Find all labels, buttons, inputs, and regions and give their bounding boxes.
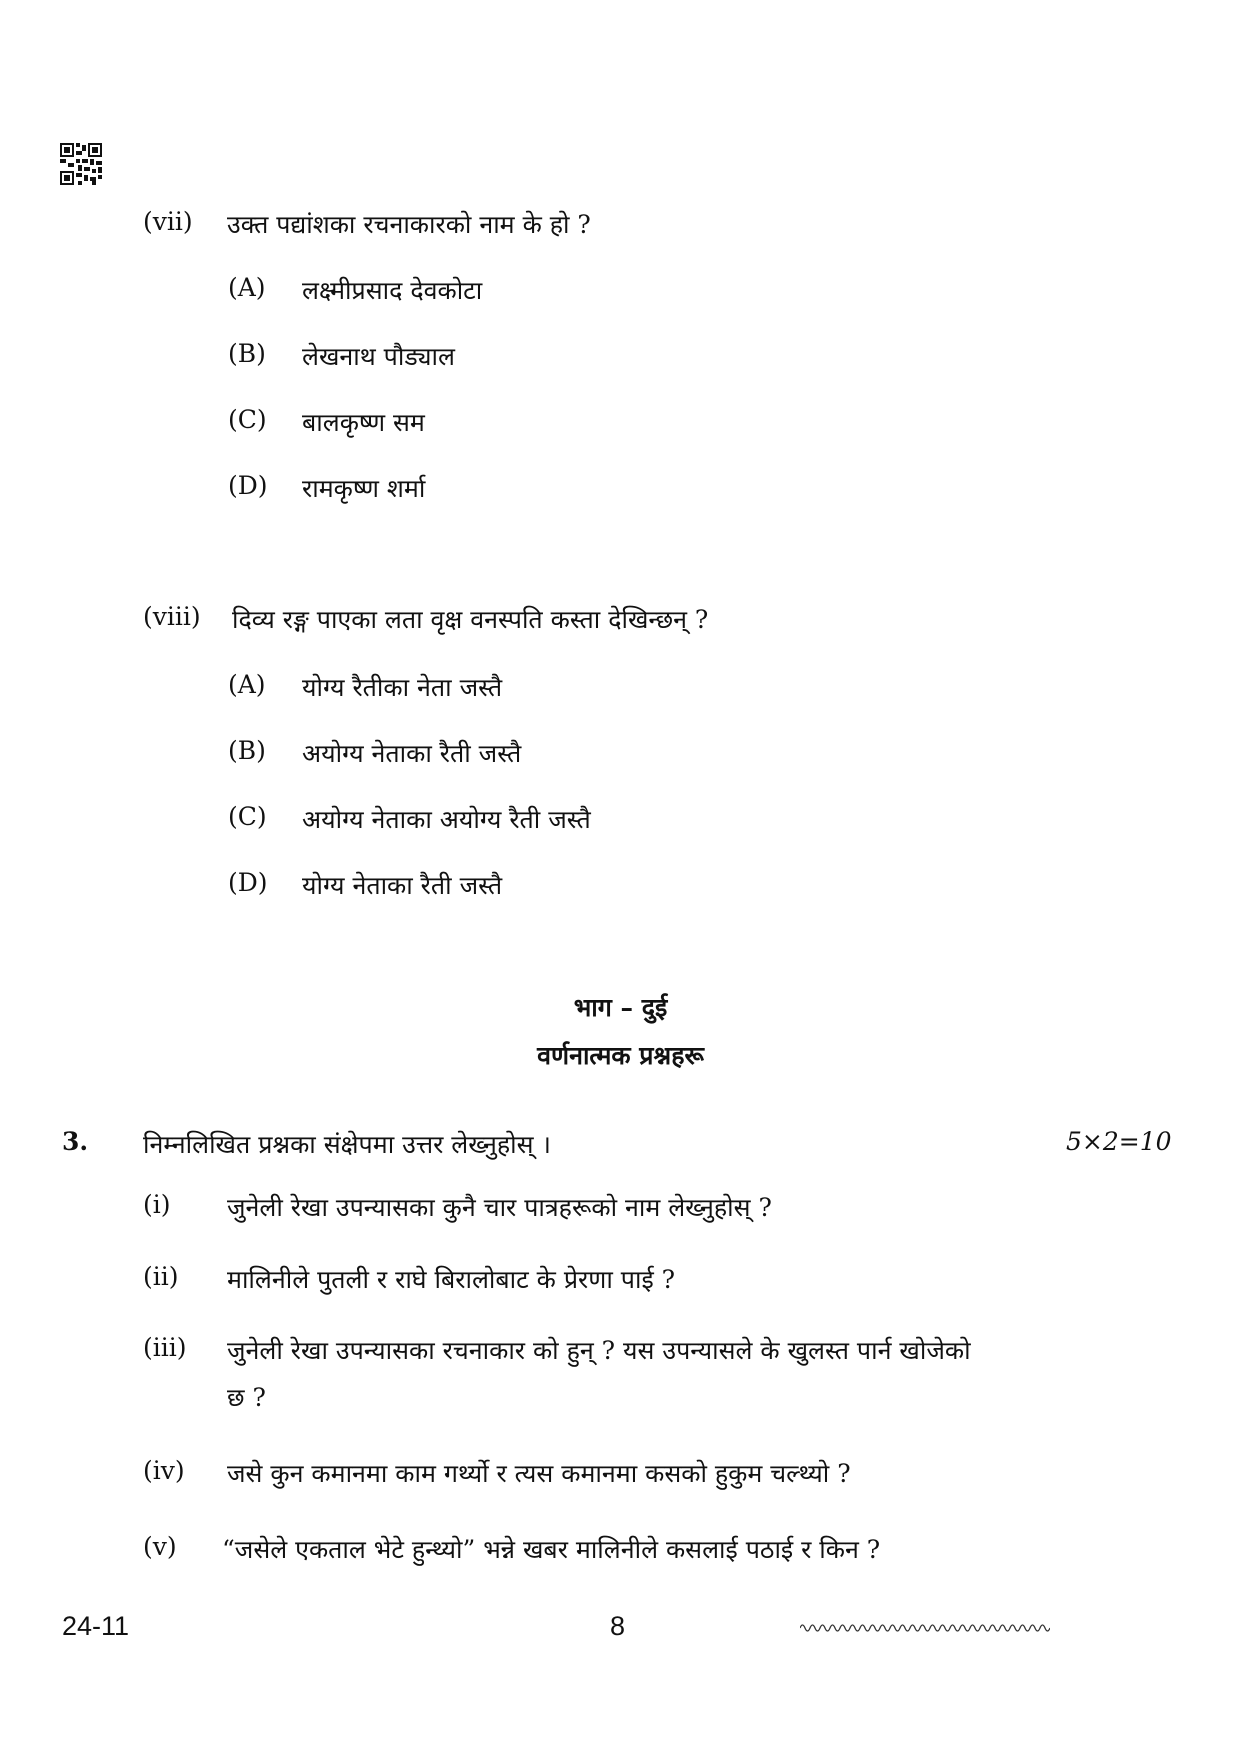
option-text: रामकृष्ण शर्मा: [302, 474, 426, 503]
sub-question-text: मालिनीले पुतली र राघे बिरालोबाट के प्रेरणा पाई ?: [227, 1265, 676, 1294]
option-text: लक्ष्मीप्रसाद देवकोटा: [302, 276, 483, 305]
sub-question-number: (iii): [143, 1333, 187, 1362]
sub-question-text: जुनेली रेखा उपन्यासका कुनै चार पात्रहरूको नाम लेख्नुहोस् ?: [227, 1193, 772, 1222]
option-text: बालकृष्ण सम: [302, 408, 425, 437]
section-title: भाग – दुई: [573, 993, 668, 1022]
option-label: (D): [228, 868, 268, 897]
paper-code: 24-11: [62, 1611, 130, 1641]
section-subtitle: वर्णनात्मक प्रश्नहरू: [537, 1041, 704, 1070]
question-number: (vii): [143, 207, 193, 236]
option-label: (A): [228, 273, 266, 302]
option-label: (C): [228, 802, 267, 831]
sub-question-text: “जसेले एकताल भेटे हुन्थ्यो” भन्ने खबर मालिनीले कसलाई पठाई र किन ?: [222, 1535, 881, 1564]
sub-question-number: (ii): [143, 1262, 179, 1291]
question-text: दिव्य रङ्ग पाएका लता वृक्ष वनस्पति कस्ता देखिन्छन् ?: [232, 605, 709, 634]
sub-question-text: जुनेली रेखा उपन्यासका रचनाकार को हुन् ? यस उपन्यासले के खुलस्त पार्न खोजेको: [227, 1336, 971, 1365]
sub-question-number: (iv): [143, 1456, 185, 1485]
page-number: 8: [610, 1611, 626, 1641]
sub-question-text-continued: छ ?: [227, 1383, 266, 1412]
option-text: अयोग्य नेताका अयोग्य रैती जस्तै: [302, 805, 591, 834]
option-label: (B): [228, 339, 266, 368]
question-text: निम्नलिखित प्रश्नका संक्षेपमा उत्तर लेख्नुहोस् ।: [143, 1130, 551, 1159]
option-label: (B): [228, 736, 266, 765]
sub-question-number: (i): [143, 1190, 171, 1219]
option-text: अयोग्य नेताका रैती जस्तै: [302, 739, 522, 768]
sub-question-number: (v): [143, 1532, 177, 1561]
qr-code-icon: [60, 143, 102, 185]
sub-question-text: जसे कुन कमानमा काम गर्थ्यो र त्यस कमानमा कसको हुकुम चल्थ्यो ?: [227, 1459, 851, 1488]
option-text: योग्य रैतीका नेता जस्तै: [302, 673, 503, 702]
option-label: (C): [228, 405, 267, 434]
option-label: (A): [228, 670, 266, 699]
marks-allocation: 5×2=10: [1066, 1127, 1172, 1156]
question-number: 3.: [62, 1127, 89, 1156]
option-text: लेखनाथ पौड्याल: [302, 342, 455, 371]
option-label: (D): [228, 471, 268, 500]
wavy-line-decoration: [800, 1621, 1050, 1635]
question-text: उक्त पद्यांशका रचनाकारको नाम के हो ?: [227, 210, 591, 239]
question-number: (viii): [143, 602, 201, 631]
option-text: योग्य नेताका रैती जस्तै: [302, 871, 503, 900]
